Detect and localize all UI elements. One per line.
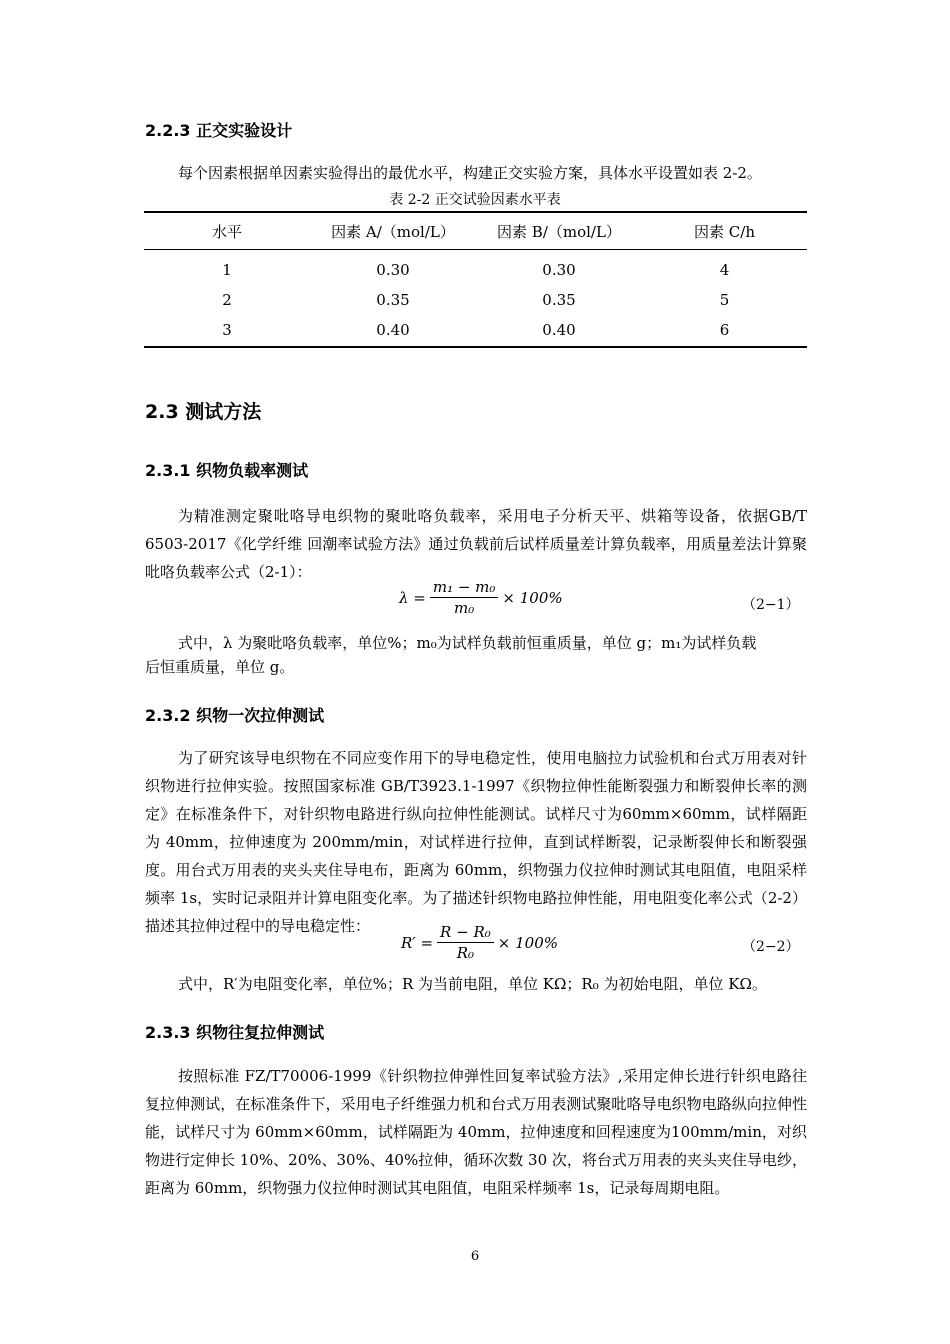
equation-denominator: m₀ [454, 599, 475, 617]
table-cell: 0.40 [476, 315, 642, 347]
table-header-row [144, 212, 807, 250]
equation-rhs: × 100% [497, 933, 558, 952]
heading-2-3-2: 2.3.2 织物一次拉伸测试 [145, 706, 325, 725]
table-header-cell: 因素 A/（mol/L） [310, 212, 476, 250]
equation-rhs: × 100% [502, 588, 563, 607]
factor-level-table [144, 211, 807, 348]
table-cell: 6 [642, 315, 807, 347]
equation-fraction [430, 578, 499, 617]
table-cell: 2 [222, 291, 232, 309]
equation-note: 式中，R′为电阻变化率，单位%；R 为当前电阻，单位 KΩ；R₀ 为初始电阻，单位 KΩ。 [178, 975, 767, 993]
equation-2-2 [401, 923, 558, 962]
table-header-cell: 因素 C/h [642, 212, 807, 250]
table-row [144, 285, 807, 315]
table-cell: 0.35 [542, 291, 576, 309]
heading-2-3-3: 2.3.3 织物往复拉伸测试 [145, 1023, 325, 1042]
table-row [144, 250, 807, 286]
table-header-cell: 因素 B/（mol/L） [476, 212, 642, 250]
table-cell: 3 [144, 315, 310, 347]
paragraph-cyclic-tensile: 按照标准 FZ/T70006-1999《针织物拉伸弹性回复率试验方法》,采用定伸长进行针织电路往复拉伸测试，在标准条件下，采用电子纤维强力机和台式万用表测试聚吡咯导电织物电路纵向拉伸性能，试样尺寸为 60mm×60mm，试样隔距为 40mm，拉伸速度和回程速度为100mm/min，对织物进行定伸长 10%、20%、30%、40%拉伸，循环次数 30 次，将台式万用表的夹头夹住导电纱，距离为 60mm，织物强力仪拉伸时测试其电阻值，电阻采样频率 1s，记录每周期电阻。 [145, 1067, 807, 1197]
equation-numerator: R − R₀ [437, 923, 494, 943]
equation-numerator: m₁ − m₀ [430, 578, 499, 598]
equation-note-line-1: 式中，λ 为聚吡咯负载率，单位%；m₀为试样负载前恒重质量，单位 g；m₁为试样负载 [178, 634, 757, 652]
table-cell: 0.30 [542, 261, 576, 279]
equation-denominator: R₀ [456, 944, 475, 962]
equation-number: （2−1） [742, 597, 800, 613]
paragraph-single-tensile: 为了研究该导电织物在不同应变作用下的导电稳定性，使用电脑拉力试验机和台式万用表对针织物进行拉伸实验。按照国家标准 GB/T3923.1-1997《织物拉伸性能断裂强力和断裂伸长率的测定》在标准条件下，对针织物电路进行纵向拉伸性能测试。试样尺寸为60mm×60mm，试样隔距为 40mm，拉伸速度为 200mm/min，对试样进行拉伸，直到试样断裂，记录断裂伸长和断裂强度。用台式万用表的夹头夹住导电布，距离为 60mm，织物强力仪拉伸时测试其电阻值，电阻采样频率 1s，实时记录阻并计算电阻变化率。为了描述针织物电路拉伸性能，用电阻变化率公式（2-2）描述其拉伸过程中的导电稳定性： [145, 749, 807, 935]
table-intro-text: 每个因素根据单因素实验得出的最优水平，构建正交实验方案，具体水平设置如表 2-2。 [178, 164, 762, 182]
equation-lhs: λ = [399, 588, 426, 607]
equation-number: （2−2） [742, 939, 800, 955]
table-cell: 0.35 [376, 291, 410, 309]
table-row [144, 315, 807, 347]
table-cell: 4 [719, 261, 730, 279]
table-cell: 0.40 [310, 315, 476, 347]
table-cell: 0.30 [376, 261, 410, 279]
paragraph-loading-rate: 为精准测定聚吡咯导电织物的聚吡咯负载率，采用电子分析天平、烘箱等设备，依据GB/T 6503-2017《化学纤维 回潮率试验方法》通过负载前后试样质量差计算负载率，用质量差法计算聚吡咯负载率公式（2-1）： [145, 507, 807, 581]
table-caption: 表 2-2 正交试验因素水平表 [389, 192, 561, 208]
table-cell: 5 [719, 291, 730, 309]
equation-lhs: R′ = [401, 933, 434, 952]
equation-note-line-2: 后恒重质量，单位 g。 [145, 658, 295, 676]
heading-2-2-3: 2.2.3 正交实验设计 [145, 121, 293, 140]
heading-2-3-1: 2.3.1 织物负载率测试 [145, 461, 309, 480]
table-header-cell: 水平 [144, 212, 310, 250]
table-cell: 1 [222, 261, 232, 279]
equation-2-1 [399, 578, 563, 617]
heading-2-3: 2.3 测试方法 [145, 401, 262, 423]
equation-fraction [437, 923, 494, 962]
page-number: 6 [470, 1249, 480, 1264]
